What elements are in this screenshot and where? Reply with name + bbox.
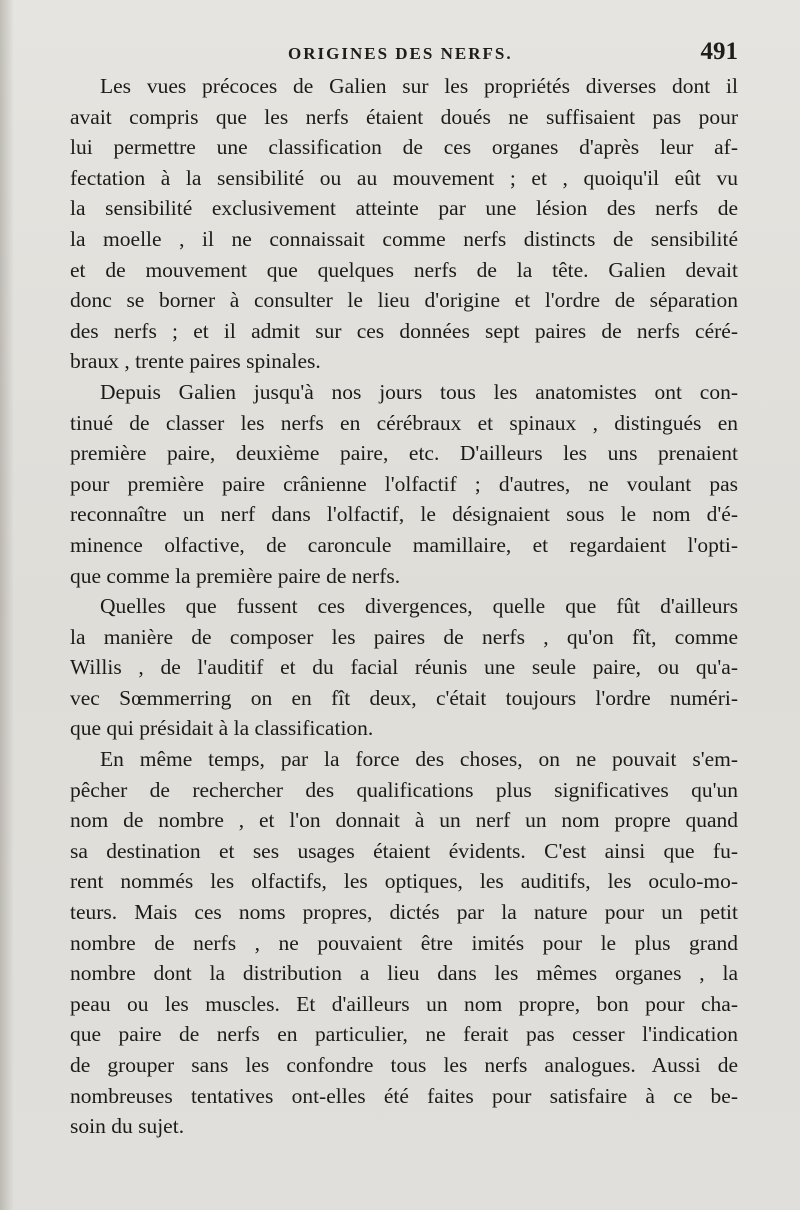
text-line: reconnaître un nerf dans l'olfactif, le désignaient sous le nom d'é- bbox=[70, 502, 738, 527]
text-line: de grouper sans les confondre tous les nerfs analogues. Aussi de bbox=[70, 1053, 738, 1077]
text-line: nombre de nerfs , ne pouvaient être imités pour le plus grand bbox=[70, 930, 738, 955]
text-line: fectation à la sensibilité ou au mouvement ; et , quoiqu'il eût vu bbox=[70, 165, 738, 190]
body-text bbox=[70, 71, 738, 1142]
text-line: Depuis Galien jusqu'à nos jours tous les anatomistes ont con- bbox=[100, 379, 738, 404]
text-line: Quelles que fussent ces divergences, quelle que fût d'ailleurs bbox=[100, 594, 738, 619]
text-line: nombreuses tentatives ont-elles été faites pour satisfaire à ce be- bbox=[70, 1083, 738, 1108]
page-header bbox=[70, 36, 738, 70]
text-line: sa destination et ses usages étaient évidents. C'est ainsi que fu- bbox=[70, 838, 738, 863]
text-line: la moelle , il ne connaissait comme nerfs distincts de sensibilité bbox=[70, 226, 738, 251]
text-line: pêcher de rechercher des qualifications plus significatives qu'un bbox=[70, 777, 738, 802]
text-line: première paire, deuxième paire, etc. D'ailleurs les uns prenaient bbox=[70, 441, 738, 466]
text-line: lui permettre une classification de ces organes d'après leur af- bbox=[70, 135, 738, 160]
text-line: que qui présidait à la classification. bbox=[70, 716, 374, 741]
text-line: des nerfs ; et il admit sur ces données sept paires de nerfs céré- bbox=[70, 318, 738, 343]
text-line: la manière de composer les paires de nerfs , qu'on fît, comme bbox=[70, 624, 738, 649]
text-line: la sensibilité exclusivement atteinte par une lésion des nerfs de bbox=[70, 196, 738, 221]
text-line: minence olfactive, de caroncule mamillaire, et regardaient l'opti- bbox=[70, 532, 738, 557]
text-line: En même temps, par la force des choses, on ne pouvait s'em- bbox=[100, 747, 738, 772]
text-line: que comme la première paire de nerfs. bbox=[70, 563, 401, 588]
text-line: vec Sœmmerring on en fît deux, c'était toujours l'ordre numéri- bbox=[70, 685, 738, 710]
text-line: Willis , de l'auditif et du facial réunis une seule paire, ou qu'a- bbox=[70, 655, 738, 680]
paragraph bbox=[70, 377, 738, 591]
text-line: nom de nombre , et l'on donnait à un nerf un nom propre quand bbox=[70, 808, 738, 833]
text-line: pour première paire crânienne l'olfactif ; d'autres, ne voulant pas bbox=[70, 471, 738, 496]
text-line: avait compris que les nerfs étaient doués ne suffisaient pas pour bbox=[70, 104, 738, 129]
text-line: braux , trente paires spinales. bbox=[70, 349, 321, 374]
text-line: soin du sujet. bbox=[70, 1114, 185, 1139]
text-line: teurs. Mais ces noms propres, dictés par la nature pour un petit bbox=[70, 900, 738, 925]
text-line: nombre dont la distribution a lieu dans les mêmes organes , la bbox=[70, 961, 738, 986]
text-line: rent nommés les olfactifs, les optiques, les auditifs, les oculo-mo- bbox=[70, 869, 738, 894]
paragraph bbox=[70, 591, 738, 744]
text-line: et de mouvement que quelques nerfs de la tête. Galien devait bbox=[70, 257, 738, 282]
paragraph bbox=[70, 71, 738, 377]
text-line: tinué de classer les nerfs en cérébraux et spinaux , distingués en bbox=[70, 410, 738, 435]
running-title: ORIGINES DES NERFS. bbox=[288, 44, 513, 63]
text-line: peau ou les muscles. Et d'ailleurs un nom propre, bon pour cha- bbox=[70, 991, 738, 1016]
text-line: Les vues précoces de Galien sur les propriétés diverses dont il bbox=[100, 74, 738, 98]
paragraph bbox=[70, 744, 738, 1142]
text-line: donc se borner à consulter le lieu d'origine et l'ordre de séparation bbox=[70, 288, 738, 313]
page-number: 491 bbox=[700, 38, 738, 65]
text-line: que paire de nerfs en particulier, ne ferait pas cesser l'indication bbox=[70, 1022, 738, 1047]
